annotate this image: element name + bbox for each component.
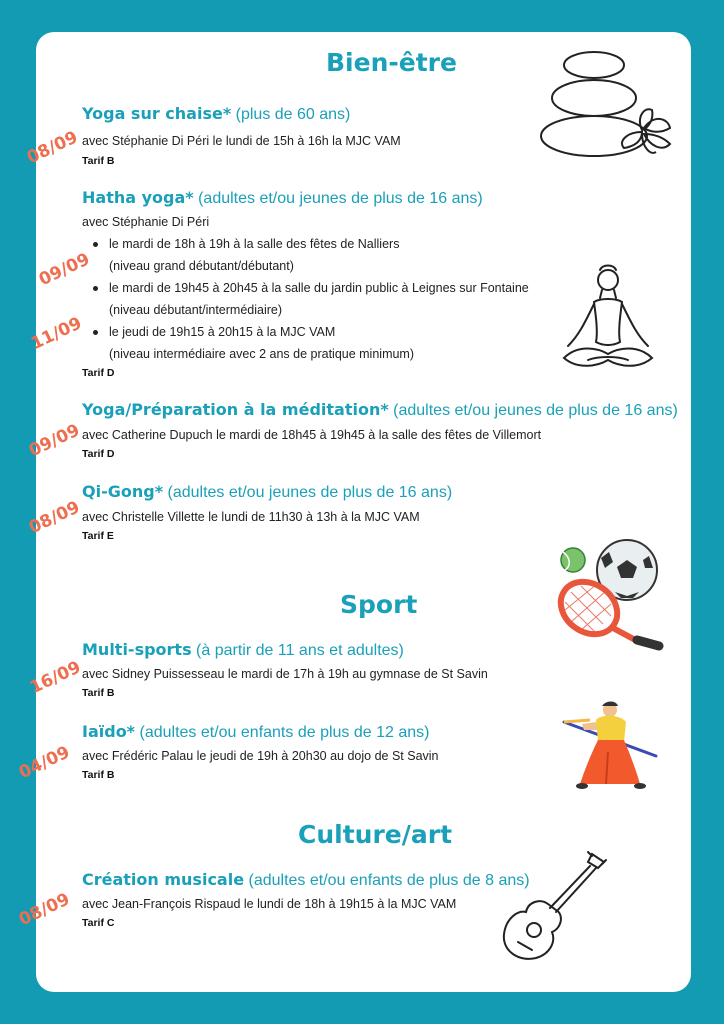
activity-tarif: Tarif D [82, 367, 115, 379]
activity-name: Yoga sur chaise* [82, 104, 232, 123]
activity-title [82, 640, 404, 660]
iaido-swordsman-icon [560, 700, 660, 790]
start-date: 08/09 [24, 127, 81, 169]
start-date: 16/09 [27, 657, 84, 699]
start-date: 08/09 [16, 889, 73, 931]
activity-tarif: Tarif B [82, 687, 115, 699]
schedule-level: (niveau grand débutant/débutant) [109, 259, 294, 273]
schedule-item: le mardi de 19h45 à 20h45 à la salle du jardin public à Leignes sur Fontaine [109, 281, 529, 295]
zen-stones-icon [538, 48, 673, 160]
activity-audience: (adultes et/ou jeunes de plus de 16 ans) [163, 484, 453, 501]
activity-audience: (adultes et/ou jeunes de plus de 16 ans) [388, 402, 678, 419]
activity-audience: (adultes et/ou jeunes de plus de 16 ans) [193, 190, 483, 207]
activity-name: Création musicale [82, 870, 245, 889]
section-title-bien-etre: Bien-être [326, 48, 457, 77]
activity-title [82, 104, 350, 124]
activity-name: Hatha yoga* [82, 188, 194, 207]
schedule-level: (niveau débutant/intermédiaire) [109, 303, 283, 317]
sports-balls-icon [553, 538, 668, 650]
activity-title [82, 400, 678, 420]
activity-name: Iaïdo* [82, 722, 136, 741]
activity-name: Yoga/Préparation à la méditation* [82, 400, 389, 419]
activity-title [82, 870, 530, 890]
activity-title [82, 188, 483, 208]
start-date: 09/09 [26, 420, 83, 462]
start-date: 11/09 [28, 313, 85, 355]
start-date: 04/09 [16, 742, 73, 784]
activity-details: avec Frédéric Palau le jeudi de 19h à 20h30 au dojo de St Savin [82, 749, 439, 763]
activity-audience: (à partir de 11 ans et adultes) [191, 642, 404, 659]
activity-tarif: Tarif B [82, 155, 115, 167]
activity-name: Qi-Gong* [82, 482, 164, 501]
activity-details: avec Stéphanie Di Péri le lundi de 15h à 16h la MJC VAM [82, 134, 401, 148]
meditation-pose-icon [558, 262, 658, 380]
activity-details: avec Sidney Puissesseau le mardi de 17h à 19h au gymnase de St Savin [82, 667, 488, 681]
activity-tarif: Tarif C [82, 917, 115, 929]
activity-tarif: Tarif B [82, 769, 115, 781]
start-date: 08/09 [26, 497, 83, 539]
activity-title [82, 722, 429, 742]
section-title-culture-art: Culture/art [298, 820, 453, 849]
start-date: 09/09 [36, 249, 93, 291]
activity-audience: (adultes et/ou enfants de plus de 12 ans) [135, 724, 430, 741]
activity-tarif: Tarif D [82, 448, 115, 460]
activity-details: avec Christelle Villette le lundi de 11h30 à 13h à la MJC VAM [82, 510, 420, 524]
activity-name: Multi-sports [82, 640, 192, 659]
activity-details: avec Stéphanie Di Péri [82, 215, 210, 229]
section-title-sport: Sport [340, 590, 418, 619]
activity-tarif: Tarif E [82, 530, 114, 542]
activity-audience: (plus de 60 ans) [231, 106, 351, 123]
activity-audience: (adultes et/ou enfants de plus de 8 ans) [244, 872, 530, 889]
schedule-item: le jeudi de 19h15 à 20h15 à la MJC VAM [109, 325, 336, 339]
activity-details: avec Jean-François Rispaud le lundi de 18h à 19h15 à la MJC VAM [82, 897, 457, 911]
schedule-level: (niveau intermédiaire avec 2 ans de pratique minimum) [109, 347, 415, 361]
schedule-item: le mardi de 18h à 19h à la salle des fêtes de Nalliers [109, 237, 400, 251]
activity-details: avec Catherine Dupuch le mardi de 18h45 à 19h45 à la salle des fêtes de Villemort [82, 428, 542, 442]
guitar-icon [498, 848, 610, 966]
activity-title [82, 482, 452, 502]
